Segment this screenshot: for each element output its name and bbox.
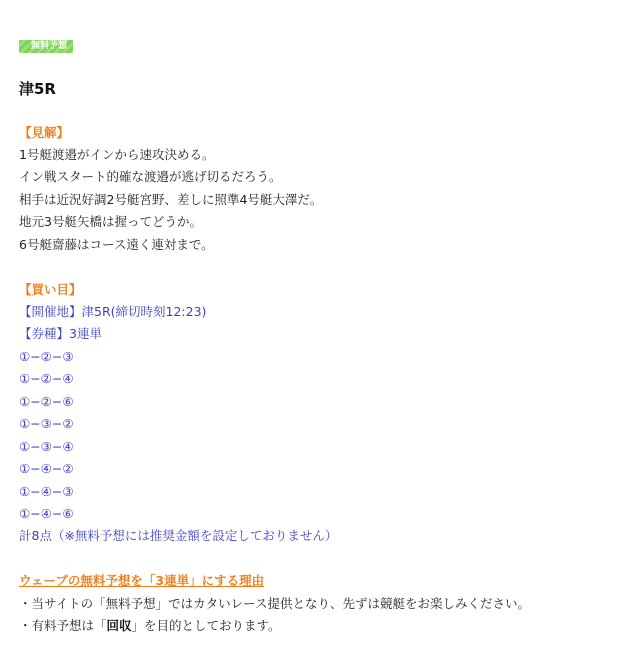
combo-item: ①−④−③	[19, 484, 74, 499]
reason-line-prefix: ・有料予想は「	[19, 618, 107, 633]
venue-info: 【開催地】津5R(締切時刻12:23)	[19, 304, 207, 319]
opinion-line: 地元3号艇矢橋は握ってどうか。	[19, 214, 202, 229]
race-title: 津5R	[19, 80, 56, 98]
opinion-line: 6号艇齋藤はコース遠く連対まで。	[19, 237, 214, 252]
combo-item: ①−④−⑥	[19, 506, 74, 521]
free-prediction-badge: 無料予想	[19, 40, 73, 53]
reason-line	[19, 617, 281, 635]
combo-item: ①−②−④	[19, 371, 74, 386]
combo-item: ①−③−④	[19, 439, 74, 454]
opinion-line: 相手は近況好調2号艇宮野、差しに照準4号艇大澤だ。	[19, 192, 323, 207]
ticket-type: 【券種】3連単	[19, 326, 102, 341]
combo-item: ①−②−③	[19, 349, 74, 364]
reason-line-suffix: 」を目的としております。	[131, 618, 281, 633]
opinion-line: 1号艇渡邉がインから速攻決める。	[19, 147, 215, 162]
picks-heading: 【買い目】	[19, 282, 82, 297]
opinion-line: イン戦スタート的確な渡邉が逃げ切るだろう。	[19, 169, 282, 184]
reason-line-emphasis: 回収	[106, 618, 132, 633]
reason-line: ・当サイトの「無料予想」ではカタいレース提供となり、先ずは競艇をお楽しみください。	[19, 596, 531, 611]
combo-item: ①−④−②	[19, 461, 74, 476]
combo-item: ①−③−②	[19, 416, 74, 431]
opinion-heading: 【見解】	[19, 125, 70, 140]
combo-item: ①−②−⑥	[19, 394, 74, 409]
reason-heading: ウェーブの無料予想を「3連単」にする理由	[19, 573, 265, 588]
picks-total: 計8点（※無料予想には推奨金額を設定しておりません）	[19, 528, 338, 543]
